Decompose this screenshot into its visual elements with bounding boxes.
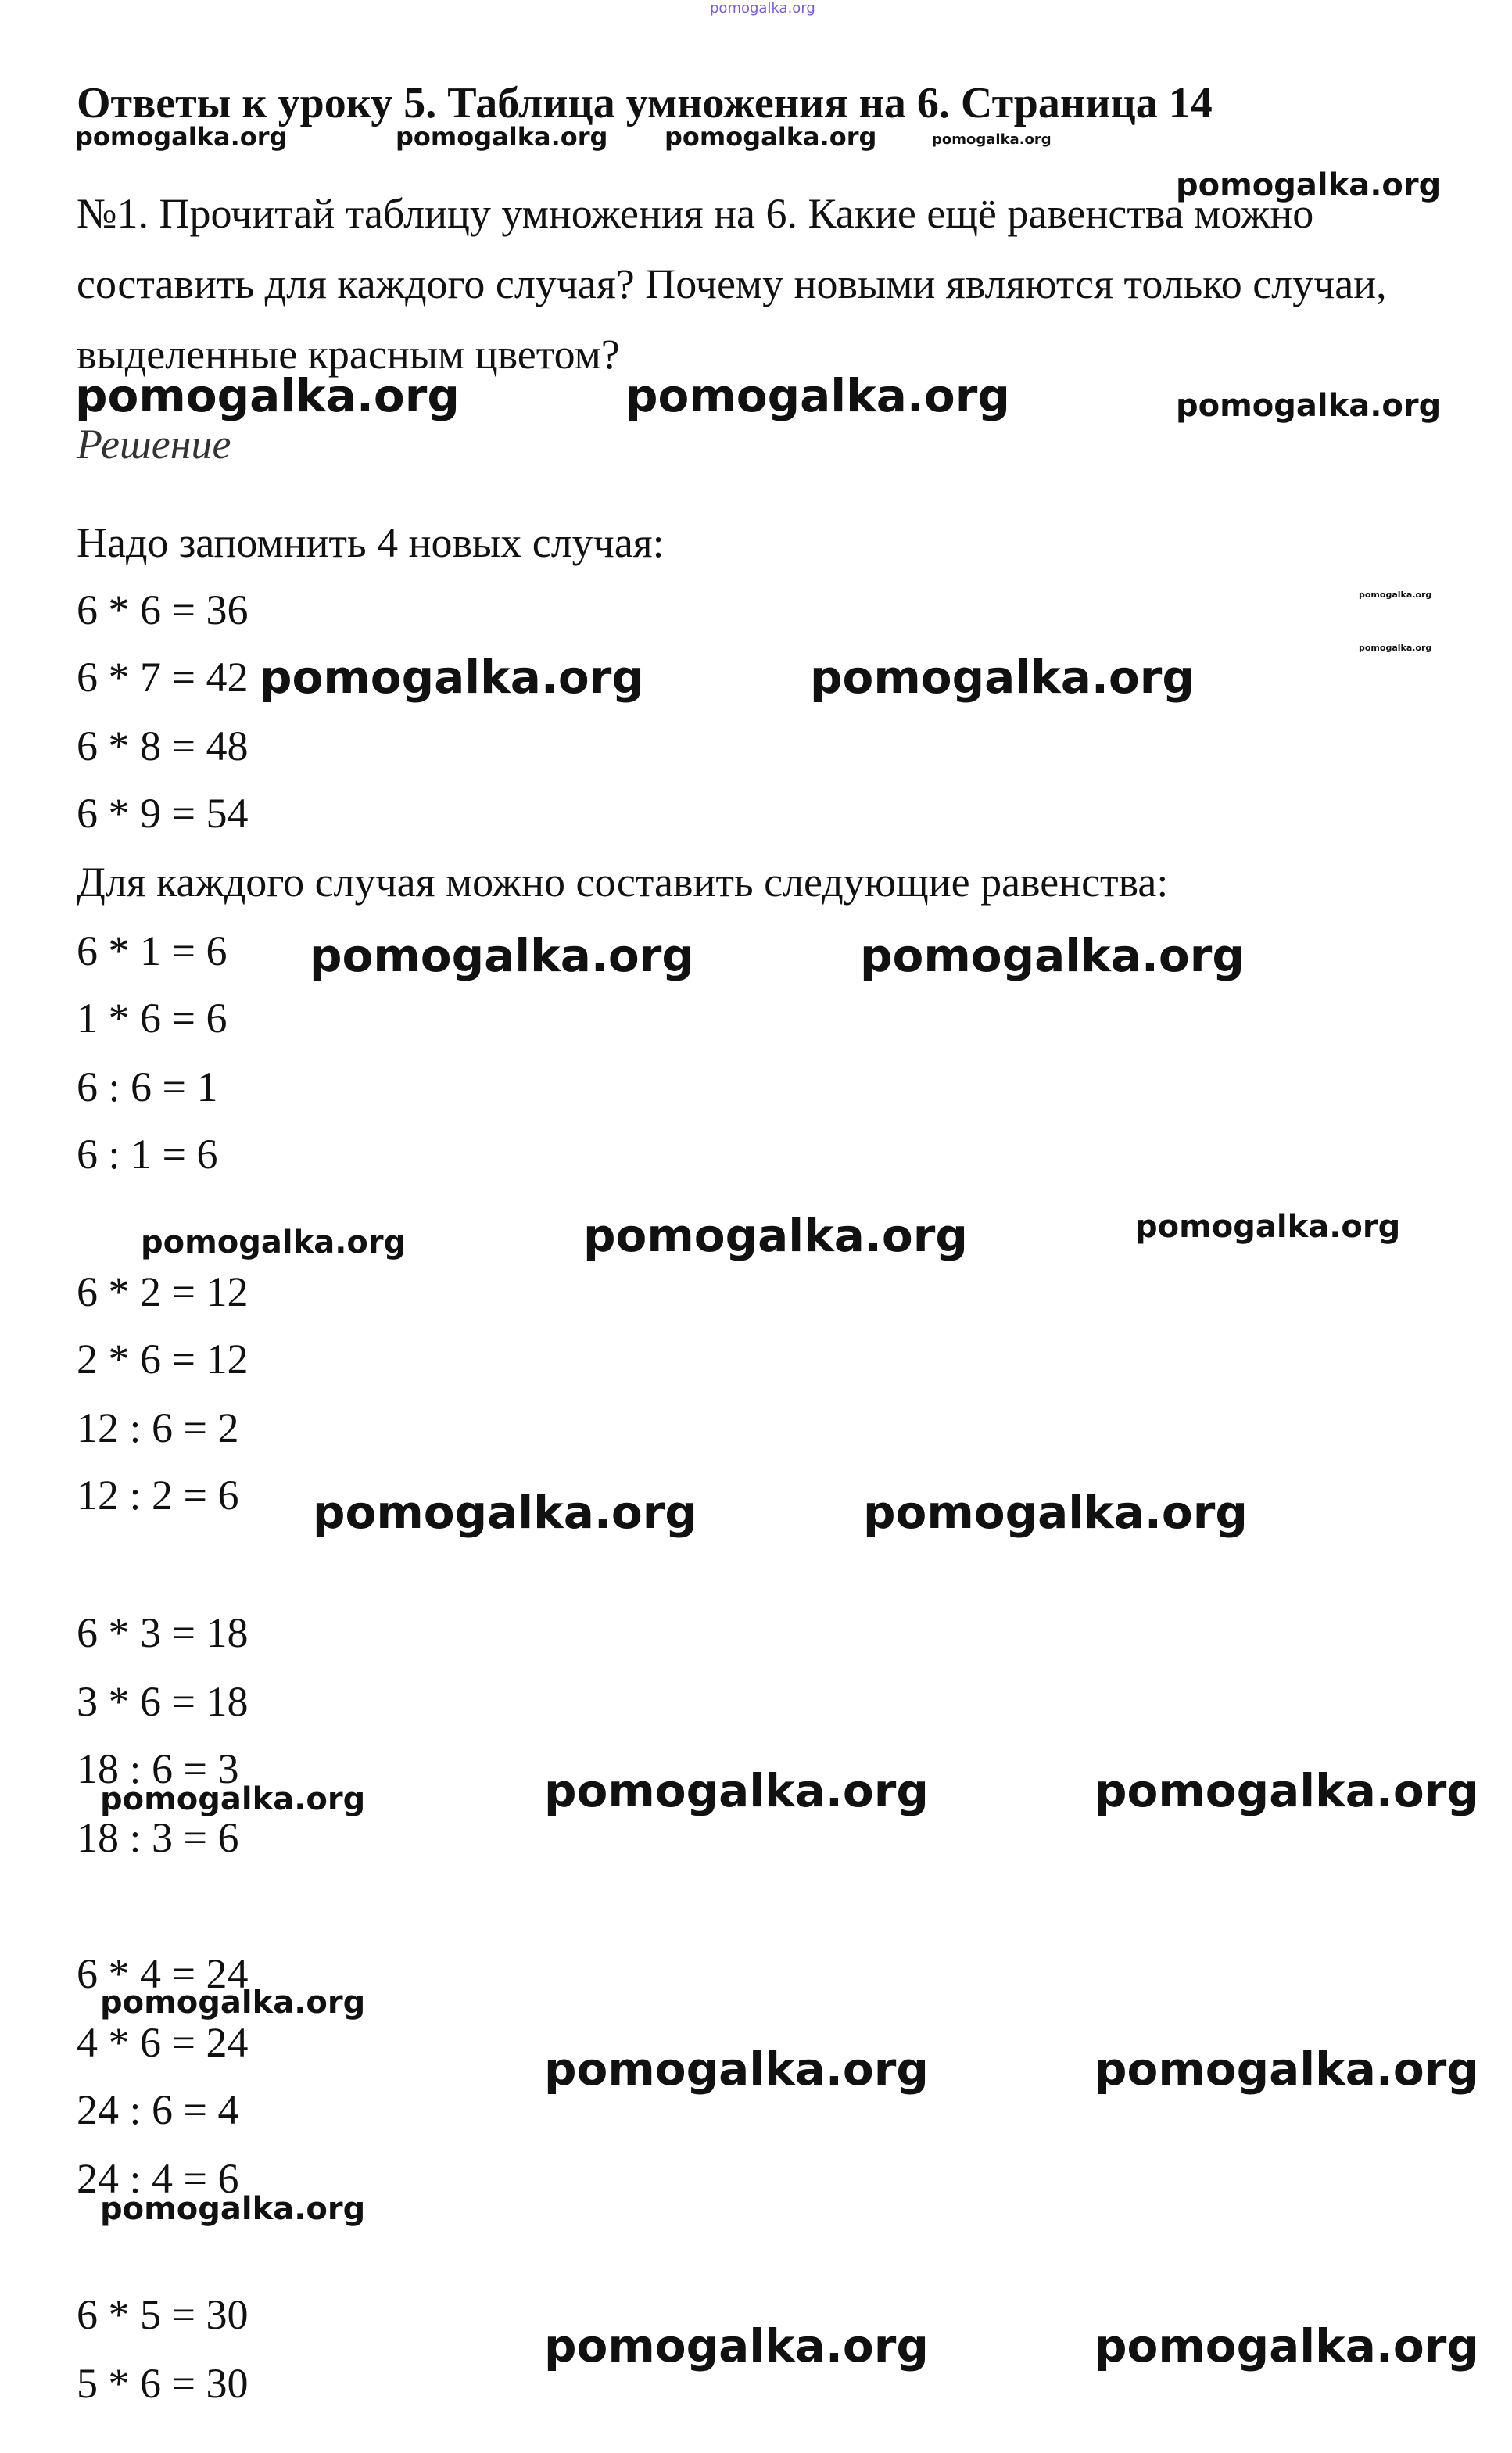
watermark: pomogalka.org — [860, 929, 1245, 982]
equality-line: 6 * 5 = 30 — [77, 2291, 249, 2338]
watermark: pomogalka.org — [665, 122, 877, 152]
equality-line: 18 : 6 = 3 — [77, 1745, 239, 1792]
equality-line: 6 * 1 = 6 — [77, 927, 228, 974]
equality-line: 5 * 6 = 30 — [77, 2360, 249, 2407]
watermark: pomogalka.org — [863, 1486, 1248, 1539]
watermark: pomogalka.org — [544, 1764, 929, 1817]
equality-line: 6 * 2 = 12 — [77, 1268, 249, 1315]
watermark: pomogalka.org — [396, 122, 608, 152]
watermark: pomogalka.org — [313, 1486, 697, 1539]
solution-label: Решение — [77, 421, 231, 468]
watermark: pomogalka.org — [1135, 1209, 1401, 1245]
watermark: pomogalka.org — [1176, 388, 1442, 424]
watermark: pomogalka.org — [544, 2319, 929, 2372]
equality-line: 12 : 6 = 2 — [77, 1404, 239, 1451]
watermark: pomogalka.org — [1359, 643, 1432, 653]
watermark: pomogalka.org — [583, 1209, 968, 1262]
equality-line: 6 : 6 = 1 — [77, 1063, 218, 1110]
equality-line: 24 : 4 = 6 — [77, 2155, 239, 2202]
equality-line: 6 : 1 = 6 — [77, 1131, 218, 1178]
watermark: pomogalka.org — [310, 929, 694, 982]
watermark-top: pomogalka.org — [710, 0, 815, 16]
watermark: pomogalka.org — [625, 369, 1010, 422]
equality-line: 12 : 2 = 6 — [77, 1472, 239, 1519]
new-case: 6 * 8 = 48 — [77, 723, 249, 769]
watermark: pomogalka.org — [544, 2042, 929, 2096]
new-case: 6 * 9 = 54 — [77, 790, 249, 837]
new-case: 6 * 6 = 36 — [77, 586, 249, 633]
watermark: pomogalka.org — [75, 369, 460, 422]
equality-line: 2 * 6 = 12 — [77, 1336, 249, 1383]
task-text: №1. Прочитай таблицу умножения на 6. Какие ещё равенства можно составить для каждого случая? Почему новыми являются только случаи, выделенные красным цветом? — [77, 190, 1387, 378]
watermark: pomogalka.org — [260, 651, 644, 704]
equality-line: 18 : 3 = 6 — [77, 1814, 239, 1861]
watermark: pomogalka.org — [1095, 1764, 1479, 1817]
equality-line: 24 : 6 = 4 — [77, 2086, 239, 2133]
watermark: pomogalka.org — [75, 122, 288, 152]
watermark: pomogalka.org — [1359, 590, 1432, 600]
watermark: pomogalka.org — [932, 131, 1052, 148]
watermark: pomogalka.org — [1095, 2319, 1479, 2372]
equality-line: 4 * 6 = 24 — [77, 2019, 249, 2066]
equalities-intro: Для каждого случая можно составить следующие равенства: — [77, 859, 1169, 906]
new-case: 6 * 7 = 42 — [77, 654, 249, 701]
watermark: pomogalka.org — [100, 2191, 366, 2227]
page-title: Ответы к уроку 5. Таблица умножения на 6. Страница 14 — [77, 79, 1213, 127]
watermark: pomogalka.org — [141, 1225, 407, 1261]
watermark: pomogalka.org — [1176, 167, 1442, 203]
watermark: pomogalka.org — [810, 651, 1195, 704]
solution-intro: Надо запомнить 4 новых случая: — [77, 519, 665, 566]
watermark: pomogalka.org — [100, 1985, 366, 2021]
equality-line: 6 * 3 = 18 — [77, 1609, 249, 1656]
equality-line: 3 * 6 = 18 — [77, 1678, 249, 1725]
equality-line: 6 * 4 = 24 — [77, 1950, 249, 1997]
watermark: pomogalka.org — [100, 1781, 366, 1817]
watermark: pomogalka.org — [1095, 2042, 1479, 2096]
equality-line: 1 * 6 = 6 — [77, 995, 228, 1042]
